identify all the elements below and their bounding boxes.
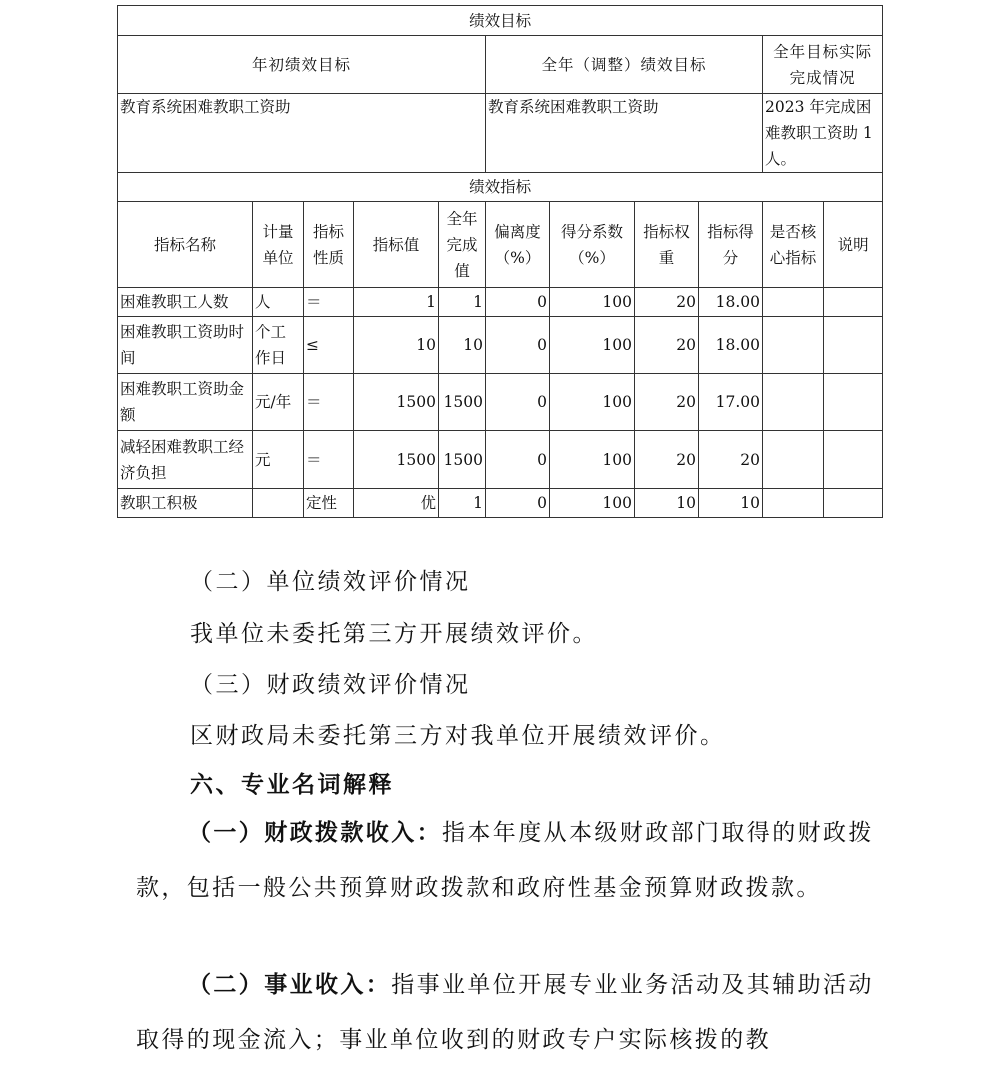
cell-nature: ＝ [304,288,354,317]
table-row [118,489,883,518]
cell-deviation: 0 [486,431,550,489]
cell-weight: 20 [635,288,699,317]
cell-actual: 1 [439,489,486,518]
cell-target: 1500 [354,374,439,431]
cell-core [763,489,824,518]
header-remarks: 说明 [824,202,883,288]
cell-coefficient: 100 [550,489,635,518]
header-target-value: 指标值 [354,202,439,288]
cell-weight: 20 [635,317,699,374]
cell-weight: 20 [635,374,699,431]
cell-score: 20 [699,431,763,489]
cell-score: 18.00 [699,288,763,317]
cell-remarks [824,317,883,374]
cell-deviation: 0 [486,374,550,431]
cell-core [763,431,824,489]
header-score-coefficient: 得分系数（%） [550,202,635,288]
cell-weight: 20 [635,431,699,489]
adjusted-goal-value: 教育系统困难教职工资助 [486,94,763,173]
goals-section-title: 绩效目标 [118,6,883,36]
actual-completion-value: 2023 年完成困难教职工资助 1 人。 [763,94,883,173]
cell-name: 困难教职工人数 [118,288,253,317]
section-heading-unit-evaluation: （二）单位绩效评价情况 [190,569,471,595]
cell-nature: 定性 [304,489,354,518]
cell-unit: 个工作日 [253,317,304,374]
cell-deviation: 0 [486,489,550,518]
cell-target: 10 [354,317,439,374]
indicators-section-title: 绩效指标 [118,173,883,202]
cell-remarks [824,489,883,518]
cell-actual: 1500 [439,431,486,489]
header-deviation: 偏离度（%） [486,202,550,288]
cell-remarks [824,374,883,431]
cell-target: 优 [354,489,439,518]
header-nature: 指标性质 [304,202,354,288]
header-is-core: 是否核心指标 [763,202,824,288]
definition-business-income [136,957,876,1068]
cell-core [763,317,824,374]
definition-body: 指事业单位开展专业业务活动及其辅助活动取得的现金流入；事业单位收到的财政专户实际核拨的教 [136,972,874,1053]
table-row [118,374,883,431]
performance-table [117,5,883,518]
header-actual-value: 全年完成值 [439,202,486,288]
section-heading-terms: 六、专业名词解释 [190,772,394,798]
cell-nature: ≤ [304,317,354,374]
cell-deviation: 0 [486,288,550,317]
cell-target: 1 [354,288,439,317]
initial-goal-value: 教育系统困难教职工资助 [118,94,486,173]
header-unit: 计量单位 [253,202,304,288]
cell-actual: 1500 [439,374,486,431]
cell-target: 1500 [354,431,439,489]
cell-actual: 1 [439,288,486,317]
cell-coefficient: 100 [550,317,635,374]
definition-fiscal-appropriation [136,805,876,916]
definition-body: 指本年度从本级财政部门取得的财政拨款，包括一般公共预算财政拨款和政府性基金预算财政拨款。 [136,820,874,901]
cell-unit: 元 [253,431,304,489]
table-row [118,317,883,374]
cell-remarks [824,288,883,317]
cell-actual: 10 [439,317,486,374]
cell-core [763,374,824,431]
cell-coefficient: 100 [550,374,635,431]
cell-nature: ＝ [304,374,354,431]
cell-name: 困难教职工资助时间 [118,317,253,374]
header-score: 指标得分 [699,202,763,288]
cell-coefficient: 100 [550,288,635,317]
cell-score: 10 [699,489,763,518]
cell-unit: 元/年 [253,374,304,431]
paragraph-finance-evaluation: 区财政局未委托第三方对我单位开展绩效评价。 [190,723,726,749]
cell-name: 减轻困难教职工经济负担 [118,431,253,489]
table-row [118,288,883,317]
cell-name: 教职工积极 [118,489,253,518]
cell-unit: 人 [253,288,304,317]
header-indicator-name: 指标名称 [118,202,253,288]
cell-coefficient: 100 [550,431,635,489]
header-weight: 指标权重 [635,202,699,288]
definition-term: （一）财政拨款收入： [188,819,442,846]
cell-unit [253,489,304,518]
col-actual-completion: 全年目标实际完成情况 [763,36,883,94]
table-row [118,431,883,489]
definition-term: （二）事业收入： [188,971,392,998]
paragraph-unit-evaluation: 我单位未委托第三方开展绩效评价。 [190,621,598,647]
cell-deviation: 0 [486,317,550,374]
cell-remarks [824,431,883,489]
cell-nature: ＝ [304,431,354,489]
cell-score: 18.00 [699,317,763,374]
cell-score: 17.00 [699,374,763,431]
section-heading-finance-evaluation: （三）财政绩效评价情况 [190,672,471,698]
col-adjusted-goal: 全年（调整）绩效目标 [486,36,763,94]
cell-core [763,288,824,317]
cell-weight: 10 [635,489,699,518]
cell-name: 困难教职工资助金额 [118,374,253,431]
col-initial-goal: 年初绩效目标 [118,36,486,94]
